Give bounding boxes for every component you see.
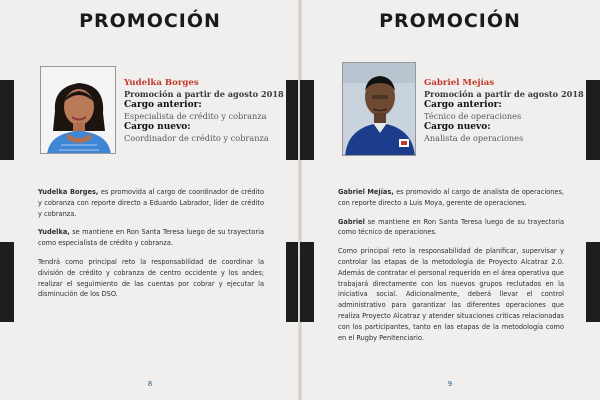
paragraph-name: Gabriel Mejías, bbox=[338, 188, 394, 196]
promotion-date: Promoción a partir de agosto 2018 bbox=[124, 89, 284, 99]
paragraph-name: Gabriel bbox=[338, 217, 365, 226]
portrait-photo bbox=[40, 66, 116, 154]
page-heading: PROMOCIÓN bbox=[379, 10, 521, 32]
paragraph-name: Yudelka Borges, bbox=[38, 188, 99, 196]
right-inner-tab-bottom bbox=[300, 242, 314, 322]
paragraph-text: Tendrá como principal reto la responsabilidad de coordinar la división de crédito y cobranza de centro occidente y los andes; realizar el seguimiento de las cuentas por cobrar y ejecutar la disminución de los DSO. bbox=[38, 257, 264, 299]
paragraph-text: es promovido al cargo de analista de operaciones, con reporte directo a Luis Moya, gerente de operaciones. bbox=[338, 188, 564, 207]
new-role-value: Coordinador de crédito y cobranza bbox=[124, 133, 269, 143]
page-right bbox=[300, 0, 600, 400]
right-edge-tab-bottom bbox=[586, 242, 600, 322]
portrait-woman-image bbox=[41, 67, 116, 154]
employee-name: Yudelka Borges bbox=[124, 78, 199, 88]
paragraph-text: es promovida al cargo de coordinador de crédito y cobranza con reporte directo a Eduardo Labrador, líder de crédito y cobranza. bbox=[38, 188, 264, 218]
paragraph bbox=[38, 187, 264, 219]
employee-name: Gabriel Mejías bbox=[424, 78, 495, 88]
article-body bbox=[38, 187, 264, 308]
promotion-date: Promoción a partir de agosto 2018 bbox=[424, 89, 584, 99]
paragraph bbox=[338, 217, 564, 239]
previous-role-label: Cargo anterior: bbox=[124, 100, 202, 110]
paragraph bbox=[338, 187, 564, 209]
left-edge-tab-top bbox=[0, 80, 14, 160]
paragraph-text: se mantiene en Ron Santa Teresa luego de su trayectoria como especialista de crédito y cobranza. bbox=[38, 228, 264, 248]
paragraph-text: Como principal reto la responsabilidad de planificar, supervisar y controlar las etapas de la metodología de Proyecto Alcatraz 2.0. Además de contratar el personal requerido en el área operativa que trabajará directamente con los nuevos grupos reclutados en la iniciativa social. Adicionalmente, deberá llevar el control administrativo para garantizar las diferentes operaciones que realiza Proyecto Alcatraz y atender situaciones críticas relacionadas con los participantes, tanto en las etapas de la metodología como en el Rugby Penitenciario. bbox=[338, 247, 564, 342]
previous-role-label: Cargo anterior: bbox=[424, 100, 502, 110]
new-role-value: Analista de operaciones bbox=[424, 133, 524, 143]
paragraph bbox=[38, 257, 264, 300]
portrait-photo bbox=[342, 62, 416, 156]
page-heading: PROMOCIÓN bbox=[79, 10, 221, 32]
right-inner-tab-top bbox=[300, 80, 314, 160]
new-role-label: Cargo nuevo: bbox=[124, 122, 191, 132]
profile-info bbox=[424, 78, 594, 144]
previous-role-value: Especialista de crédito y cobranza bbox=[124, 111, 267, 121]
paragraph bbox=[38, 227, 264, 249]
paragraph bbox=[338, 246, 564, 343]
new-role-label: Cargo nuevo: bbox=[424, 122, 491, 132]
article-body bbox=[338, 187, 564, 351]
previous-role-value: Técnico de operaciones bbox=[424, 111, 522, 121]
page-number: 9 bbox=[447, 380, 453, 388]
left-edge-tab-bottom bbox=[0, 242, 14, 322]
page-number: 8 bbox=[147, 380, 153, 388]
paragraph-text: se mantiene en Ron Santa Teresa luego de su trayectoria como técnico de operaciones. bbox=[338, 217, 564, 237]
portrait-man-image bbox=[343, 63, 416, 156]
paragraph-name: Yudelka, bbox=[38, 228, 70, 237]
profile-info bbox=[124, 78, 294, 144]
